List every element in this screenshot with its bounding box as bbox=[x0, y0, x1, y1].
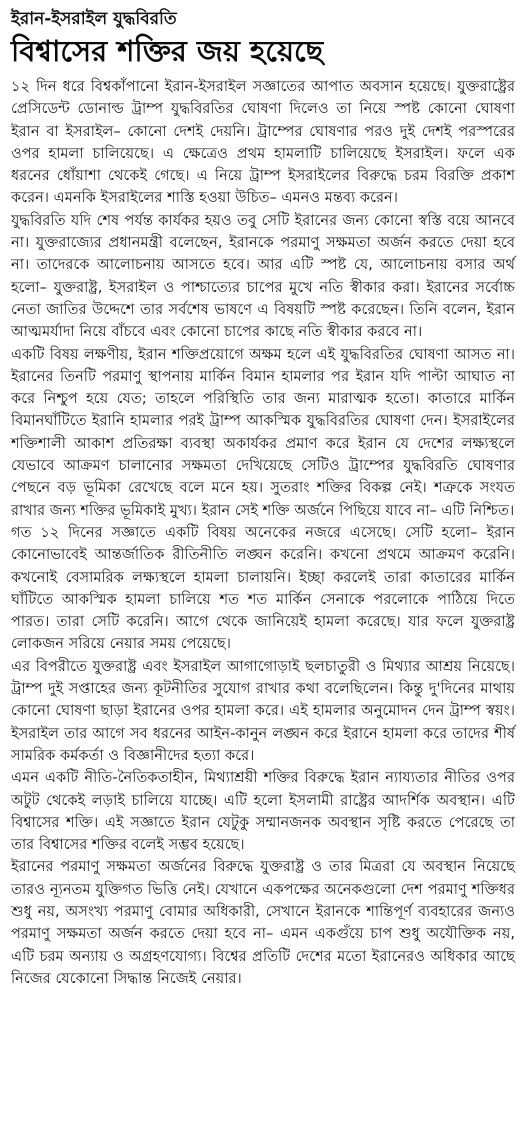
headline: বিশ্বাসের শক্তির জয় হয়েছে bbox=[11, 34, 324, 68]
paragraph: এমন একটি নীতি-নৈতিকতাহীন, মিথ্যাশ্রয়ী শক্তির বিরুদ্ধে ইরান ন্যায্যতার নীতির ওপর অটুট থেকেই লড়াই চালিয়ে যাচ্ছে। এটি হলো ইসলামী রাষ্ট্রের আদর্শিক অবস্থান। এটি বিশ্বাসের শক্তি। এই সজ্ঞাতে ইরান যেটুকু সম্মানজনক অবস্থান সৃষ্টি করতে পেরেছে তা তার বিশ্বাসের শক্তির বলেই সম্ভব হয়েছে। bbox=[11, 769, 515, 854]
article-body bbox=[11, 76, 515, 990]
paragraph: গত ১২ দিনের সজ্ঞাতে একটি বিষয় অনেকের নজরে এসেছে। সেটি হলো– ইরান কোনোভাবেই আন্তর্জাতিক রীতিনীতি লঙ্ঘন করেনি। কখনো প্রথমে আক্রমণ করেনি। কখনোই বেসামরিক লক্ষ্যস্থলে হামলা চালায়নি। ইচ্ছা করলেই তারা কাতারের মার্কিন ঘাঁটিতে আকস্মিক হামলা চালিয়ে শত শত মার্কিন সেনাকে পরলোকে পাঠিয়ে দিতে পারত। তারা সেটি করেনি। আগে থেকে জানিয়েই হামলা করেছে। যার ফলে যুক্তরাষ্ট্র লোকজন সরিয়ে নেয়ার সময় পেয়েছে। bbox=[11, 523, 515, 653]
paragraph: ইরানের পরমাণু সক্ষমতা অর্জনের বিরুদ্ধে যুক্তরাষ্ট্র ও তার মিত্ররা যে অবস্থান নিয়েছে তারও ন্যূনতম যুক্তিগত ভিত্তি নেই। যেখানে একপক্ষের অনেকগুলো দেশ পরমাণু শক্তিধর শুধু নয়, অসংখ্য পরমাণু বোমার অধিকারী, সেখানে ইরানকে শান্তিপূর্ণ ব্যবহারের জন্যও পরমাণু সক্ষমতা অর্জন করতে দেয়া হবে না– এমন একগুঁয়ে চাপ শুধু অযৌক্তিক নয়, এটি চরম অন্যায় ও অগ্রহণযোগ্য। বিশ্বের প্রতিটি দেশের মতো ইরানেরও অধিকার আছে নিজের যেকোনো সিদ্ধান্ত নিজেই নেয়ার। bbox=[11, 858, 515, 987]
kicker: ইরান-ইসরাইল যুদ্ধবিরতি bbox=[11, 9, 177, 29]
paragraph: যুদ্ধবিরতি যদি শেষ পর্যন্ত কার্যকর হয়ও তবু সেটি ইরানের জন্য কোনো স্বস্তি বয়ে আনবে না। যুক্তরাজ্যের প্রধানমন্ত্রী বলেছেন, ইরানকে পরমাণু সক্ষমতা অর্জন করতে দেয়া হবে না। তাদেরকে আলোচনায় আসতে হবে। আর এটি স্পষ্ট যে, আলোচনায় বসার অর্থ হলো– যুক্তরাষ্ট্র, ইসরাইল ও পাশ্চাত্যের চাপের মুখে নতি স্বীকার করা। ইরানের সর্বোচ্চ নেতা জাতির উদ্দেশে তার সর্বশেষ ভাষণে এ বিষয়টি স্পষ্ট করেছেন। তিনি বলেন, ইরান আত্মমর্যাদা নিয়ে বাঁচবে এবং কোনো চাপের কাছে নতি স্বীকার করবে না। bbox=[11, 211, 515, 341]
paragraph: এর বিপরীতে যুক্তরাষ্ট্র এবং ইসরাইল আগাগোড়াই ছলচাতুরী ও মিথ্যার আশ্রয় নিয়েছে। ট্রাম্প দুই সপ্তাহের জন্য কূটনীতির সুযোগ রাখার কথা বলেছিলেন। কিন্তু দু'দিনের মাথায় কোনো ঘোষণা ছাড়া ইরানের ওপর হামলা করে। এই হামলার অনুমোদন দেন ট্রাম্প স্বয়ং। ইসরাইল তার আগে সব ধরনের আইন-কানুন লঙ্ঘন করে ইরানে হামলা করে তাদের শীর্ষ সামরিক কর্মকর্তা ও বিজ্ঞানীদের হত্যা করে। bbox=[11, 657, 515, 764]
paragraph: একটি বিষয় লক্ষণীয়, ইরান শক্তিপ্রয়োগে অক্ষম হলে এই যুদ্ধবিরতির ঘোষণা আসত না। ইরানের তিনটি পরমাণু স্থাপনায় মার্কিন বিমান হামলার পর ইরান যদি পাল্টা আঘাত না করে নিশ্চুপ হয়ে যেত; তাহলে পরিস্থিতি তার জন্য মারাত্মক হতো। কাতারে মার্কিন বিমানঘাঁটিতে ইরানি হামলার পরই ট্রাম্প আকস্মিক যুদ্ধবিরতির ঘোষণা দেন। ইসরাইলের শক্তিশালী আকাশ প্রতিরক্ষা ব্যবস্থা অকার্যকর প্রমাণ করে ইরান যে দেশের লক্ষ্যস্থলে যেভাবে আক্রমণ চালানোর সক্ষমতা দেখিয়েছে সেটিও ট্রাম্পের যুদ্ধবিরতি ঘোষণার পেছনে বড় ভূমিকা রেখেছে বলে মনে হয়। সুতরাং শক্তির বিকল্প নেই। শত্রুকে সংযত রাখার জন্য শক্তির ভূমিকাই মুখ্য। ইরান সেই শক্তি অর্জনে পিছিয়ে যাবে না– এটি নিশ্চিত। bbox=[11, 345, 515, 519]
paragraph: ১২ দিন ধরে বিশ্বকাঁপানো ইরান-ইসরাইল সজ্ঞাতের আপাত অবসান হয়েছে। যুক্তরাষ্ট্রের প্রেসিডেন্ট ডোনাল্ড ট্রাম্প যুদ্ধবিরতির ঘোষণা দিলেও তা নিয়ে স্পষ্ট কোনো ঘোষণা ইরান বা ইসরাইল– কোনো দেশই দেয়নি। ট্রাম্পের ঘোষণার পরও দুই দেশই পরস্পরের ওপর হামলা চালিয়েছে। এ ক্ষেত্রেও প্রথম হামলাটি চালিয়েছে ইসরাইল। ফলে এক ধরনের ধোঁয়াশা থেকেই গেছে। এ নিয়ে ট্রাম্প ইসরাইলের বিরুদ্ধে চরম বিরক্তি প্রকাশ করেন। এমনকি ইসরাইলের শাস্তি হওয়া উচিত– এমনও মন্তব্য করেন। bbox=[11, 78, 515, 207]
